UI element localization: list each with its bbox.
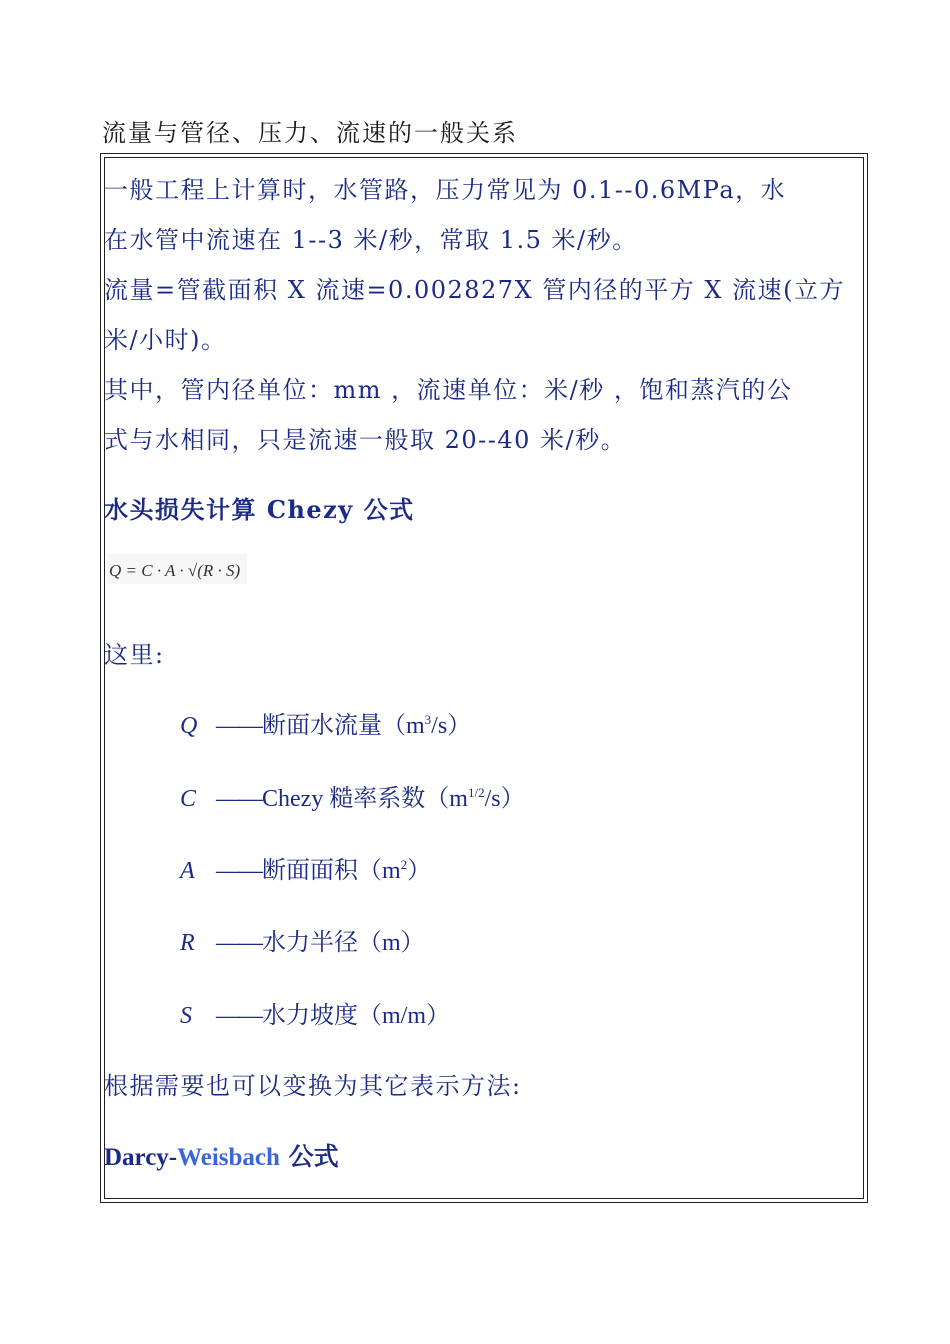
definition-s — [180, 995, 450, 1030]
definition-dash: —— — [216, 1003, 262, 1029]
definition-desc: Chezy 糙率系数（m — [262, 786, 468, 812]
paragraph-line-4: 米/小时)。 — [104, 326, 227, 354]
definition-a — [180, 850, 431, 885]
definition-sup: 1/2 — [467, 785, 485, 800]
content-box-inner-border — [104, 157, 864, 1199]
definition-symbol: S — [180, 1003, 192, 1029]
weisbach-part: Weisbach — [177, 1144, 280, 1171]
definition-symbol: A — [180, 858, 195, 884]
definition-desc: 水力坡度（m/m） — [262, 1003, 451, 1029]
definition-dash: —— — [216, 858, 262, 884]
definition-sup: 3 — [424, 712, 432, 727]
definition-dash: —— — [216, 930, 262, 956]
definition-c — [180, 778, 525, 813]
definition-tail: ） — [407, 858, 432, 884]
darcy-weisbach-heading — [104, 1137, 339, 1173]
paragraph-line-5: 其中，管内径单位：mm ，流速单位：米/秒 ，饱和蒸汽的公 — [104, 376, 793, 404]
chezy-heading: 水头损失计算 Chezy 公式 — [104, 495, 415, 524]
definition-tail: /s） — [431, 713, 472, 739]
chezy-formula-text: Q = C · A · √(R · S) — [109, 561, 241, 580]
transform-note: 根据需要也可以变换为其它表示方法: — [104, 1072, 522, 1100]
definition-symbol: R — [180, 930, 195, 956]
definition-dash: —— — [216, 786, 262, 812]
chezy-formula-image — [107, 554, 247, 584]
definition-symbol: C — [180, 786, 197, 812]
definition-symbol: Q — [180, 713, 198, 739]
paragraph-line-6: 式与水相同，只是流速一般取 20--40 米/秒。 — [104, 426, 627, 454]
paragraph-line-2: 在水管中流速在 1--3 米/秒，常取 1.5 米/秒。 — [104, 226, 638, 254]
definition-r — [180, 922, 425, 957]
document-title: 流量与管径、压力、流速的一般关系 — [102, 119, 518, 147]
darcy-part: Darcy- — [104, 1144, 178, 1171]
formula-word: 公式 — [279, 1142, 339, 1171]
definition-desc: 断面水流量（m — [262, 713, 425, 739]
paragraph-line-3: 流量=管截面积 X 流速=0.002827X 管内径的平方 X 流速(立方 — [104, 276, 845, 304]
definition-tail: /s） — [484, 786, 525, 812]
here-label: 这里: — [104, 641, 165, 669]
definition-sup: 2 — [400, 857, 408, 872]
paragraph-line-1: 一般工程上计算时，水管路，压力常见为 0.1--0.6MPa，水 — [104, 176, 787, 204]
definition-desc: 水力半径（m） — [262, 930, 425, 956]
definition-dash: —— — [216, 713, 262, 739]
definition-q — [180, 705, 471, 740]
content-box — [100, 153, 868, 1203]
definition-desc: 断面面积（m — [262, 858, 401, 884]
